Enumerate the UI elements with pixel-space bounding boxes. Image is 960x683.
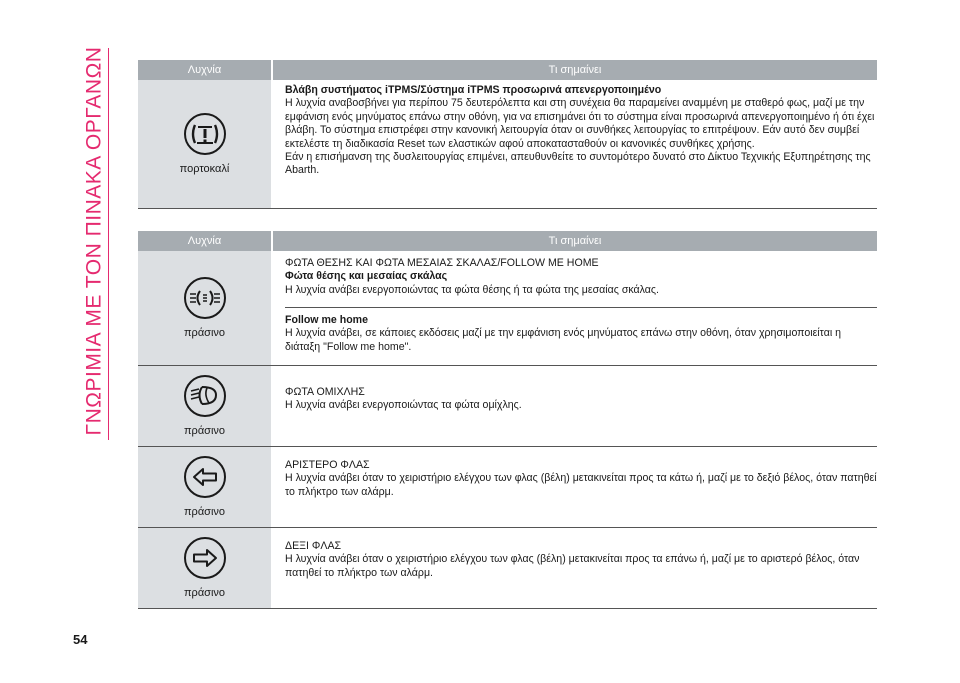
- table-row: [138, 80, 877, 209]
- table-row: [138, 366, 877, 447]
- lamp-color-label: πράσινο: [183, 587, 226, 599]
- table-header: [138, 231, 877, 251]
- entry-subtitle: Φώτα θέσης και μεσαίας σκάλας: [285, 270, 448, 283]
- sub-entry: [285, 251, 877, 307]
- entry-text: Η λυχνία ανάβει ενεργοποιώντας τα φώτα θέσης ή τα φώτα της μεσαίας σκάλας.: [285, 283, 659, 296]
- side-divider: [108, 48, 109, 440]
- warning-lights-table-1: [138, 60, 877, 209]
- entry-heading: ΑΡΙΣΤΕΡΟ ΦΛΑΣ: [285, 459, 370, 471]
- position-lights-icon: [184, 277, 226, 319]
- lamp-cell: [138, 528, 271, 608]
- right-arrow-icon: [184, 537, 226, 579]
- table-row: [138, 251, 877, 366]
- table-row: [138, 447, 877, 528]
- column-header-lamp: Λυχνία: [138, 60, 271, 80]
- meaning-cell: [271, 80, 877, 208]
- table-header: [138, 60, 877, 80]
- entry-text: Η λυχνία ανάβει ενεργοποιώντας τα φώτα ομίχλης.: [285, 399, 522, 412]
- lamp-color-label: πράσινο: [183, 425, 226, 437]
- lamp-cell: [138, 251, 271, 365]
- warning-lights-table-2: [138, 231, 877, 609]
- meaning-cell: [271, 447, 877, 527]
- meaning-cell: [271, 251, 877, 365]
- entry-heading: ΦΩΤΑ ΟΜΙΧΛΗΣ: [285, 386, 365, 398]
- entry-text-2: Εάν η επισήμανση της δυσλειτουργίας επιμένει, απευθυνθείτε το συντομότερο δυνατό στο Δίκτυο Τεχνικής Εξυπηρέτησης της Abarth.: [285, 151, 871, 177]
- fog-light-icon: [184, 375, 226, 417]
- entry-title: Βλάβη συστήματος iTPMS/Σύστημα iTPMS προσωρινά απενεργοποιημένο: [285, 84, 662, 96]
- lamp-cell: [138, 80, 271, 208]
- meaning-cell: [271, 528, 877, 608]
- entry-text: Η λυχνία αναβοσβήνει για περίπου 75 δευτερόλεπτα και στη συνέχεια θα παραμείνει αναμμένη με σταθερό φως, μαζί με την εμφάνιση ενός μηνύματος επάνω στην οθόνη, για να επισημάνει ότι το σύστημα είναι προσωρινά απενεργοποιημένο ή ότι έχει βλάβη. Το σύστημα επιστρέφει στην κανονική λειτουργία όταν οι συνθήκες λειτουργίας το επιτρέψουν. Εάν αυτό δεν συμβεί εκτελέστε τη διαδικασία Reset των ελαστικών αφού αποκατασταθούν οι κανονικές συνθήκες χρήσης.: [285, 97, 875, 150]
- left-arrow-icon: [184, 456, 226, 498]
- lamp-cell: [138, 366, 271, 446]
- entry-text: Η λυχνία ανάβει όταν ο χειριστήριο ελέγχου των φλας (βέλη) μετακινείται προς τα επάνω ή, μαζί με το αριστερό βέλος, όταν πατηθεί το πλήκτρο των αλάρμ.: [285, 553, 860, 579]
- tpms-warning-icon: [184, 113, 226, 155]
- entry-heading: ΔΕΞΙ ΦΛΑΣ: [285, 540, 342, 552]
- lamp-cell: [138, 447, 271, 527]
- column-header-meaning: Τι σημαίνει: [273, 60, 877, 80]
- page-number: 54: [73, 632, 88, 647]
- side-chapter-title-text: ΓΝΩΡΙΜΙΑ ΜΕ ΤΟΝ ΠΙΝΑΚΑ ΟΡΓΑΝΩΝ: [82, 46, 105, 435]
- column-header-meaning: Τι σημαίνει: [273, 231, 877, 251]
- table-row: [138, 528, 877, 609]
- meaning-cell: [271, 366, 877, 446]
- sub-entry: [285, 307, 877, 358]
- entry-heading: ΦΩΤΑ ΘΕΣΗΣ ΚΑΙ ΦΩΤΑ ΜΕΣΑΙΑΣ ΣΚΑΛΑΣ/FOLLOW ME HOME: [285, 257, 599, 269]
- lamp-color-label: πράσινο: [183, 506, 226, 518]
- entry-subtitle: Follow me home: [285, 314, 368, 326]
- column-header-lamp: Λυχνία: [138, 231, 271, 251]
- entry-text: Η λυχνία ανάβει, σε κάποιες εκδόσεις μαζί με την εμφάνιση ενός μηνύματος επάνω στην οθόνη, όταν χρησιμοποιείται η διάταξη "Follow me home".: [285, 327, 842, 353]
- lamp-color-label: πράσινο: [183, 327, 226, 339]
- lamp-color-label: πορτοκαλί: [179, 163, 230, 175]
- side-chapter-title: [80, 48, 108, 433]
- entry-text: Η λυχνία ανάβει όταν το χειριστήριο ελέγχου των φλας (βέλη) μετακινείται προς τα κάτω ή, μαζί με το δεξιό βέλος, όταν πατηθεί το πλήκτρο των αλάρμ.: [285, 472, 877, 498]
